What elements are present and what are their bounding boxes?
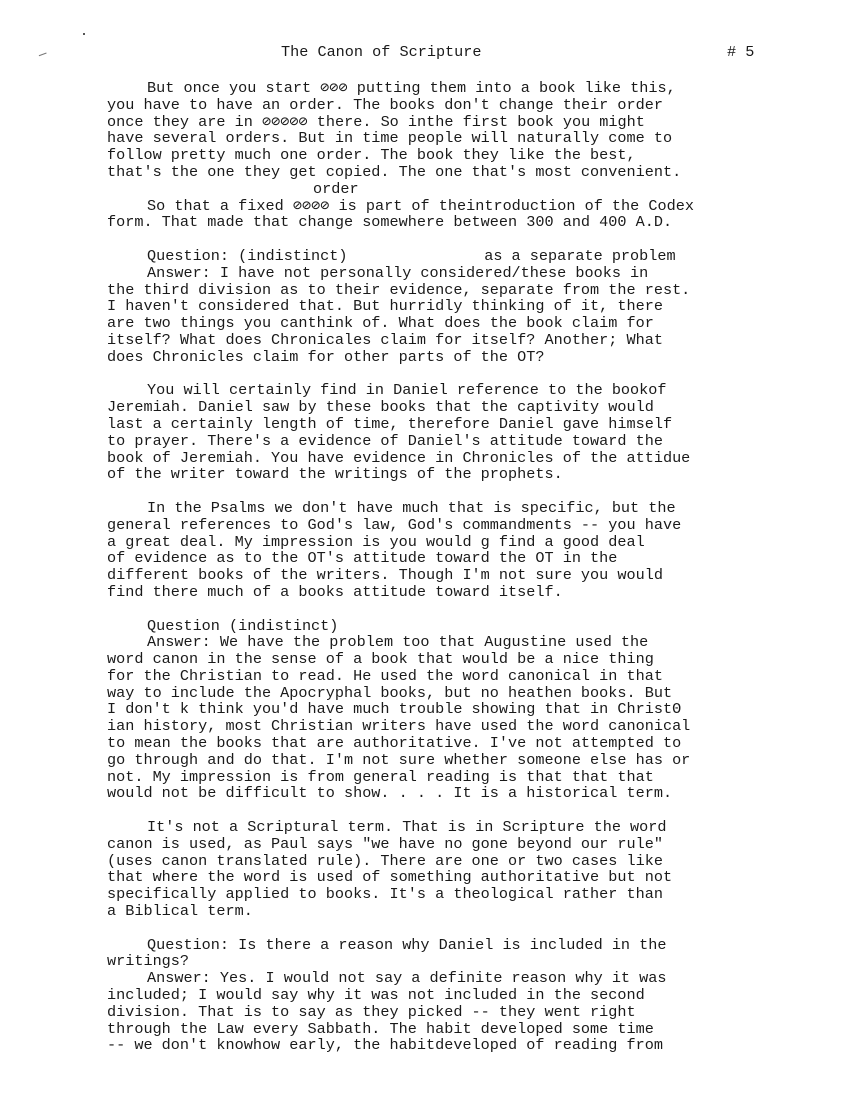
text-line: I don't k think you'd have much trouble showing that in ChristΘ: [107, 700, 682, 719]
text-line: does Chronicles claim for other parts of the OT?: [107, 347, 545, 366]
text-line: division. That is to say as they picked -- they went right: [107, 1002, 636, 1021]
text-line: are two things you canthink of. What does the book claim for: [107, 314, 654, 333]
transcript-body: [107, 80, 797, 1054]
text-line: But once you start ⊘⊘⊘ putting them into a book like this,: [147, 79, 676, 97]
text-line: In the Psalms we don't have much that is specific, but the: [147, 498, 676, 517]
text-line: of the writer toward the writings of the prophets.: [107, 465, 563, 484]
text-line: that where the word is used of something authoritative but not: [107, 868, 673, 887]
text-line: that's the one they get copied. The one that's most convenient.: [107, 162, 682, 181]
text-line: way to include the Apocryphal books, but no heathen books. But: [107, 683, 673, 702]
text-line: would not be difficult to show. . . . It is a historical term.: [107, 784, 673, 803]
text-line: order: [313, 179, 359, 198]
text-line: So that a fixed ⊘⊘⊘⊘ is part of theintroduction of the Codex: [147, 196, 694, 215]
text-line: you have to have an order. The books don't change their order: [107, 95, 663, 114]
text-line: -- we don't knowhow early, the habitdeveloped of reading from: [107, 1036, 663, 1055]
text-line: I haven't considered that. But hurridly thinking of it, there: [107, 297, 663, 316]
text-line: not. My impression is from general reading is that that that: [107, 767, 654, 786]
text-line: to prayer. There's a evidence of Daniel's attitude toward the: [107, 431, 663, 450]
text-line: book of Jeremiah. You have evidence in Chronicles of the attidue: [107, 448, 691, 467]
text-line: find there much of a books attitude toward itself.: [107, 582, 563, 601]
text-line: Answer: We have the problem too that Augustine used the: [147, 633, 649, 652]
text-line: Answer: Yes. I would not say a definite reason why it was: [147, 969, 667, 988]
paragraph-gap: [107, 483, 797, 500]
text-line: a Biblical term.: [107, 902, 253, 921]
stray-mark: [37, 49, 46, 56]
text-line: ian history, most Christian writers have used the word canonical: [107, 717, 691, 736]
text-line: Answer: I have not personally considered/these books in: [147, 263, 649, 282]
text-line: word canon in the sense of a book that would be a nice thing: [107, 650, 654, 669]
text-line: form. That made that change somewhere between 300 and 400 A.D.: [107, 213, 673, 232]
text-line: the third division as to their evidence, separate from the rest.: [107, 280, 691, 299]
paragraph-gap: [107, 601, 797, 618]
paragraph-gap: [107, 366, 797, 383]
text-line: last a certainly length of time, therefore Daniel gave himself: [107, 414, 673, 433]
stray-mark: [83, 33, 85, 35]
page-title: The Canon of Scripture: [281, 43, 482, 61]
text-line: Question: (indistinct) as a separate problem: [147, 246, 676, 265]
text-line: writings?: [107, 952, 190, 971]
paragraph-gap: [107, 802, 797, 819]
text-line: You will certainly find in Daniel reference to the bookof: [147, 381, 667, 400]
text-line: follow pretty much one order. The book they like the best,: [107, 146, 636, 165]
paragraph-gap: [107, 920, 797, 937]
text-line: of evidence as to the OT's attitude toward the OT in the: [107, 549, 618, 568]
text-line: (uses canon translated rule). There are one or two cases like: [107, 851, 663, 870]
text-line: for the Christian to read. He used the word canonical in that: [107, 666, 663, 685]
paragraph-gap: [107, 231, 797, 248]
text-line: a great deal. My impression is you would g find a good deal: [107, 532, 645, 551]
text-line: Jeremiah. Daniel saw by these books that the captivity would: [107, 398, 654, 417]
text-line: different books of the writers. Though I'm not sure you would: [107, 566, 663, 585]
text-line: Question (indistinct): [147, 616, 339, 635]
text-line: have several orders. But in time people will naturally come to: [107, 129, 673, 148]
text-line: go through and do that. I'm not sure whether someone else has or: [107, 750, 691, 769]
text-line: general references to God's law, God's commandments -- you have: [107, 515, 682, 534]
text-line: included; I would say why it was not included in the second: [107, 986, 645, 1005]
text-line: to mean the books that are authoritative. I've not attempted to: [107, 734, 682, 753]
text-line: once they are in ⊘⊘⊘⊘⊘ there. So inthe first book you might: [107, 112, 645, 131]
text-line: specifically applied to books. It's a theological rather than: [107, 885, 663, 904]
page-number: # 5: [727, 43, 755, 61]
text-line: itself? What does Chronicales claim for itself? Another; What: [107, 330, 663, 349]
text-line: Question: Is there a reason why Daniel is included in the: [147, 935, 667, 954]
text-line: It's not a Scriptural term. That is in Scripture the word: [147, 818, 667, 837]
text-line: through the Law every Sabbath. The habit developed some time: [107, 1019, 654, 1038]
text-line: canon is used, as Paul says "we have no gone beyond our rule": [107, 834, 663, 853]
